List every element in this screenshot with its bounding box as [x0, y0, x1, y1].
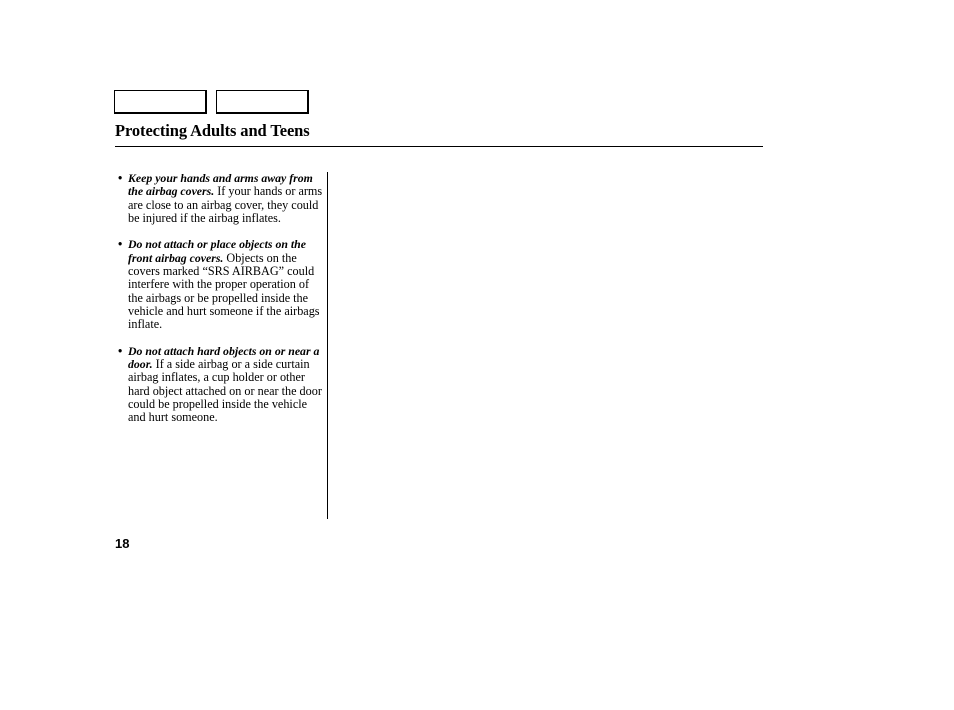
bullet-icon: • [118, 343, 123, 358]
bullet-icon: • [118, 171, 123, 185]
bullet-list [118, 172, 324, 438]
bullet-body: Objects on the covers marked “SRS AIRBAG” could interfere with the proper operation of the airbags or be propelled inside the vehicle and hurt someone if the airbags inflate. [128, 250, 320, 332]
bullet-lead: Do not attach hard objects on or near a door. [128, 343, 320, 372]
nav-tab-box-1[interactable] [114, 90, 207, 114]
nav-tab-box-2[interactable] [216, 90, 309, 114]
bullet-lead: Do not attach or place objects on the front airbag covers. [128, 237, 306, 265]
column-divider [327, 172, 328, 519]
bullet-icon: • [118, 237, 123, 252]
bullet-body: If a side airbag or a side curtain airbag inflates, a cup holder or other hard object attached on or near the door could be propelled inside the vehicle and hurt someone. [128, 357, 322, 425]
list-item [118, 345, 324, 425]
bullet-body: If your hands or arms are close to an airbag cover, they could be injured if the airbag inflates. [128, 184, 323, 225]
title-divider [115, 146, 763, 147]
list-item [118, 172, 324, 225]
list-item [118, 238, 324, 331]
page-number: 18 [115, 536, 130, 551]
bullet-lead: Keep your hands and arms away from the airbag covers. [128, 171, 313, 199]
section-title: Protecting Adults and Teens [115, 121, 310, 140]
